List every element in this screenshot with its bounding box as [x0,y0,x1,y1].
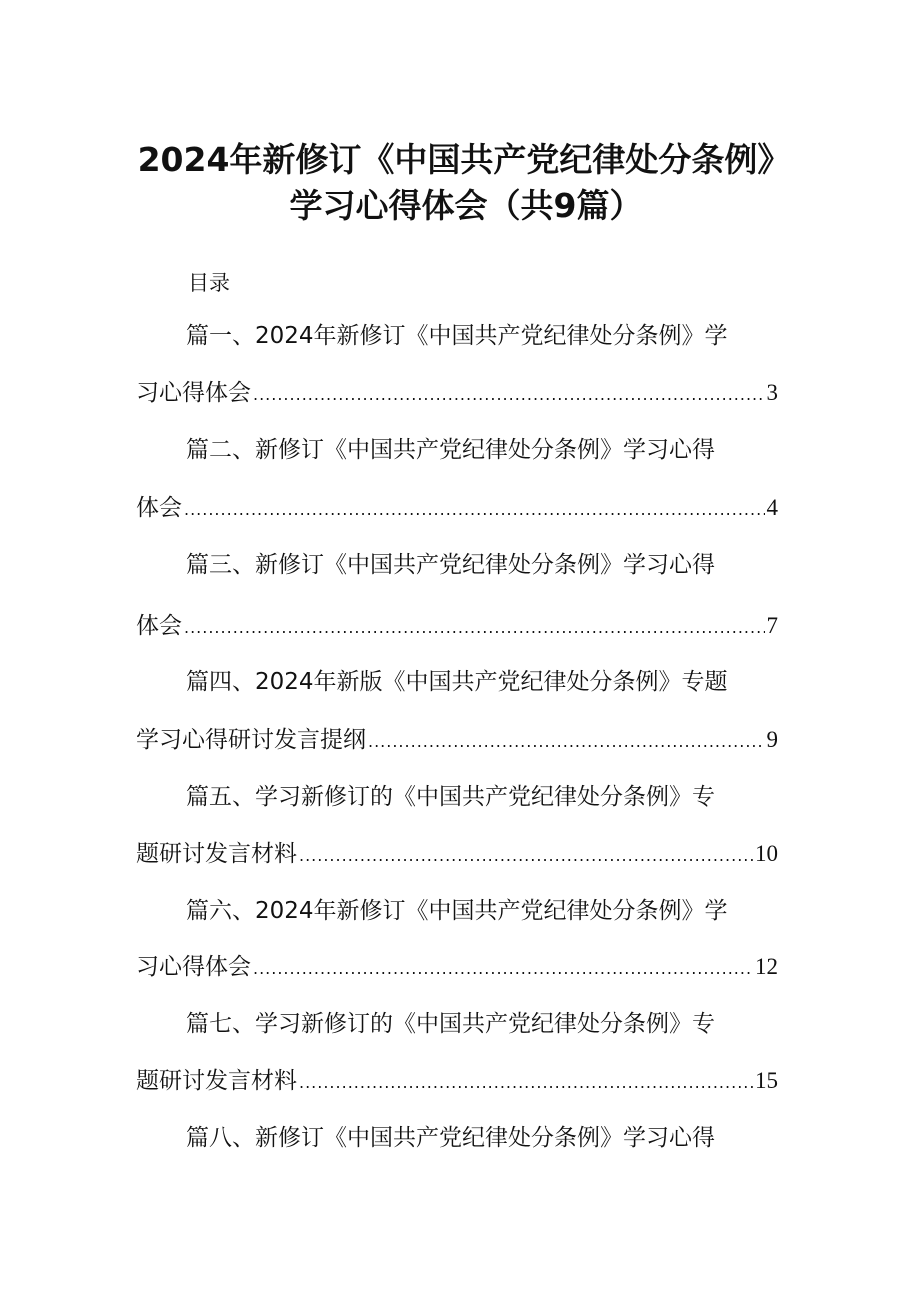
toc-page-number: 9 [766,727,778,752]
toc-page-number: 3 [766,380,778,405]
toc-entry-3-continuation[interactable] [136,610,778,644]
toc-entry-2-title[interactable]: 篇二、新修订《中国共产党纪律处分条例》学习心得 [186,437,715,463]
toc-entry-8-title[interactable]: 篇八、新修订《中国共产党纪律处分条例》学习心得 [186,1125,715,1151]
toc-entry-text: 体会 [136,495,182,521]
toc-entry-text: 习心得体会 [136,380,251,406]
dot-leader [184,494,765,526]
toc-page-number: 12 [755,954,778,979]
toc-entry-text: 题研讨发言材料 [136,841,297,867]
toc-entry-text: 学习心得研讨发言提纲 [136,727,366,753]
toc-page-number: 4 [766,495,778,520]
toc-entry-7-title[interactable]: 篇七、学习新修订的《中国共产党纪律处分条例》专 [186,1011,715,1037]
toc-entry-text: 体会 [136,613,182,639]
toc-entry-6-title[interactable]: 篇六、2024年新修订《中国共产党纪律处分条例》学 [186,898,728,924]
toc-entry-5-title[interactable]: 篇五、学习新修订的《中国共产党纪律处分条例》专 [186,784,715,810]
toc-page-number: 15 [755,1068,778,1093]
dot-leader [253,379,765,411]
document-title-line-2: 学习心得体会（共9篇） [289,186,643,225]
document-title-line-1: 2024年新修订《中国共产党纪律处分条例》 [137,140,791,179]
dot-leader [299,1067,753,1099]
toc-entry-5-continuation[interactable] [136,838,778,872]
dot-leader [368,726,765,758]
toc-page-number: 7 [766,613,778,638]
toc-entry-text: 习心得体会 [136,954,251,980]
toc-entry-2-continuation[interactable] [136,492,778,526]
dot-leader [253,953,753,985]
toc-entry-1-continuation[interactable] [136,377,778,411]
toc-entry-7-continuation[interactable] [136,1065,778,1099]
toc-entry-6-continuation[interactable] [136,951,778,985]
toc-entry-text: 题研讨发言材料 [136,1068,297,1094]
toc-entry-4-title[interactable]: 篇四、2024年新版《中国共产党纪律处分条例》专题 [186,669,728,695]
dot-leader [184,612,765,644]
toc-entry-3-title[interactable]: 篇三、新修订《中国共产党纪律处分条例》学习心得 [186,552,715,578]
toc-entry-1-title[interactable]: 篇一、2024年新修订《中国共产党纪律处分条例》学 [186,323,728,349]
toc-heading: 目录 [188,271,230,295]
toc-entry-4-continuation[interactable] [136,724,778,758]
toc-page-number: 10 [755,841,778,866]
dot-leader [299,840,753,872]
